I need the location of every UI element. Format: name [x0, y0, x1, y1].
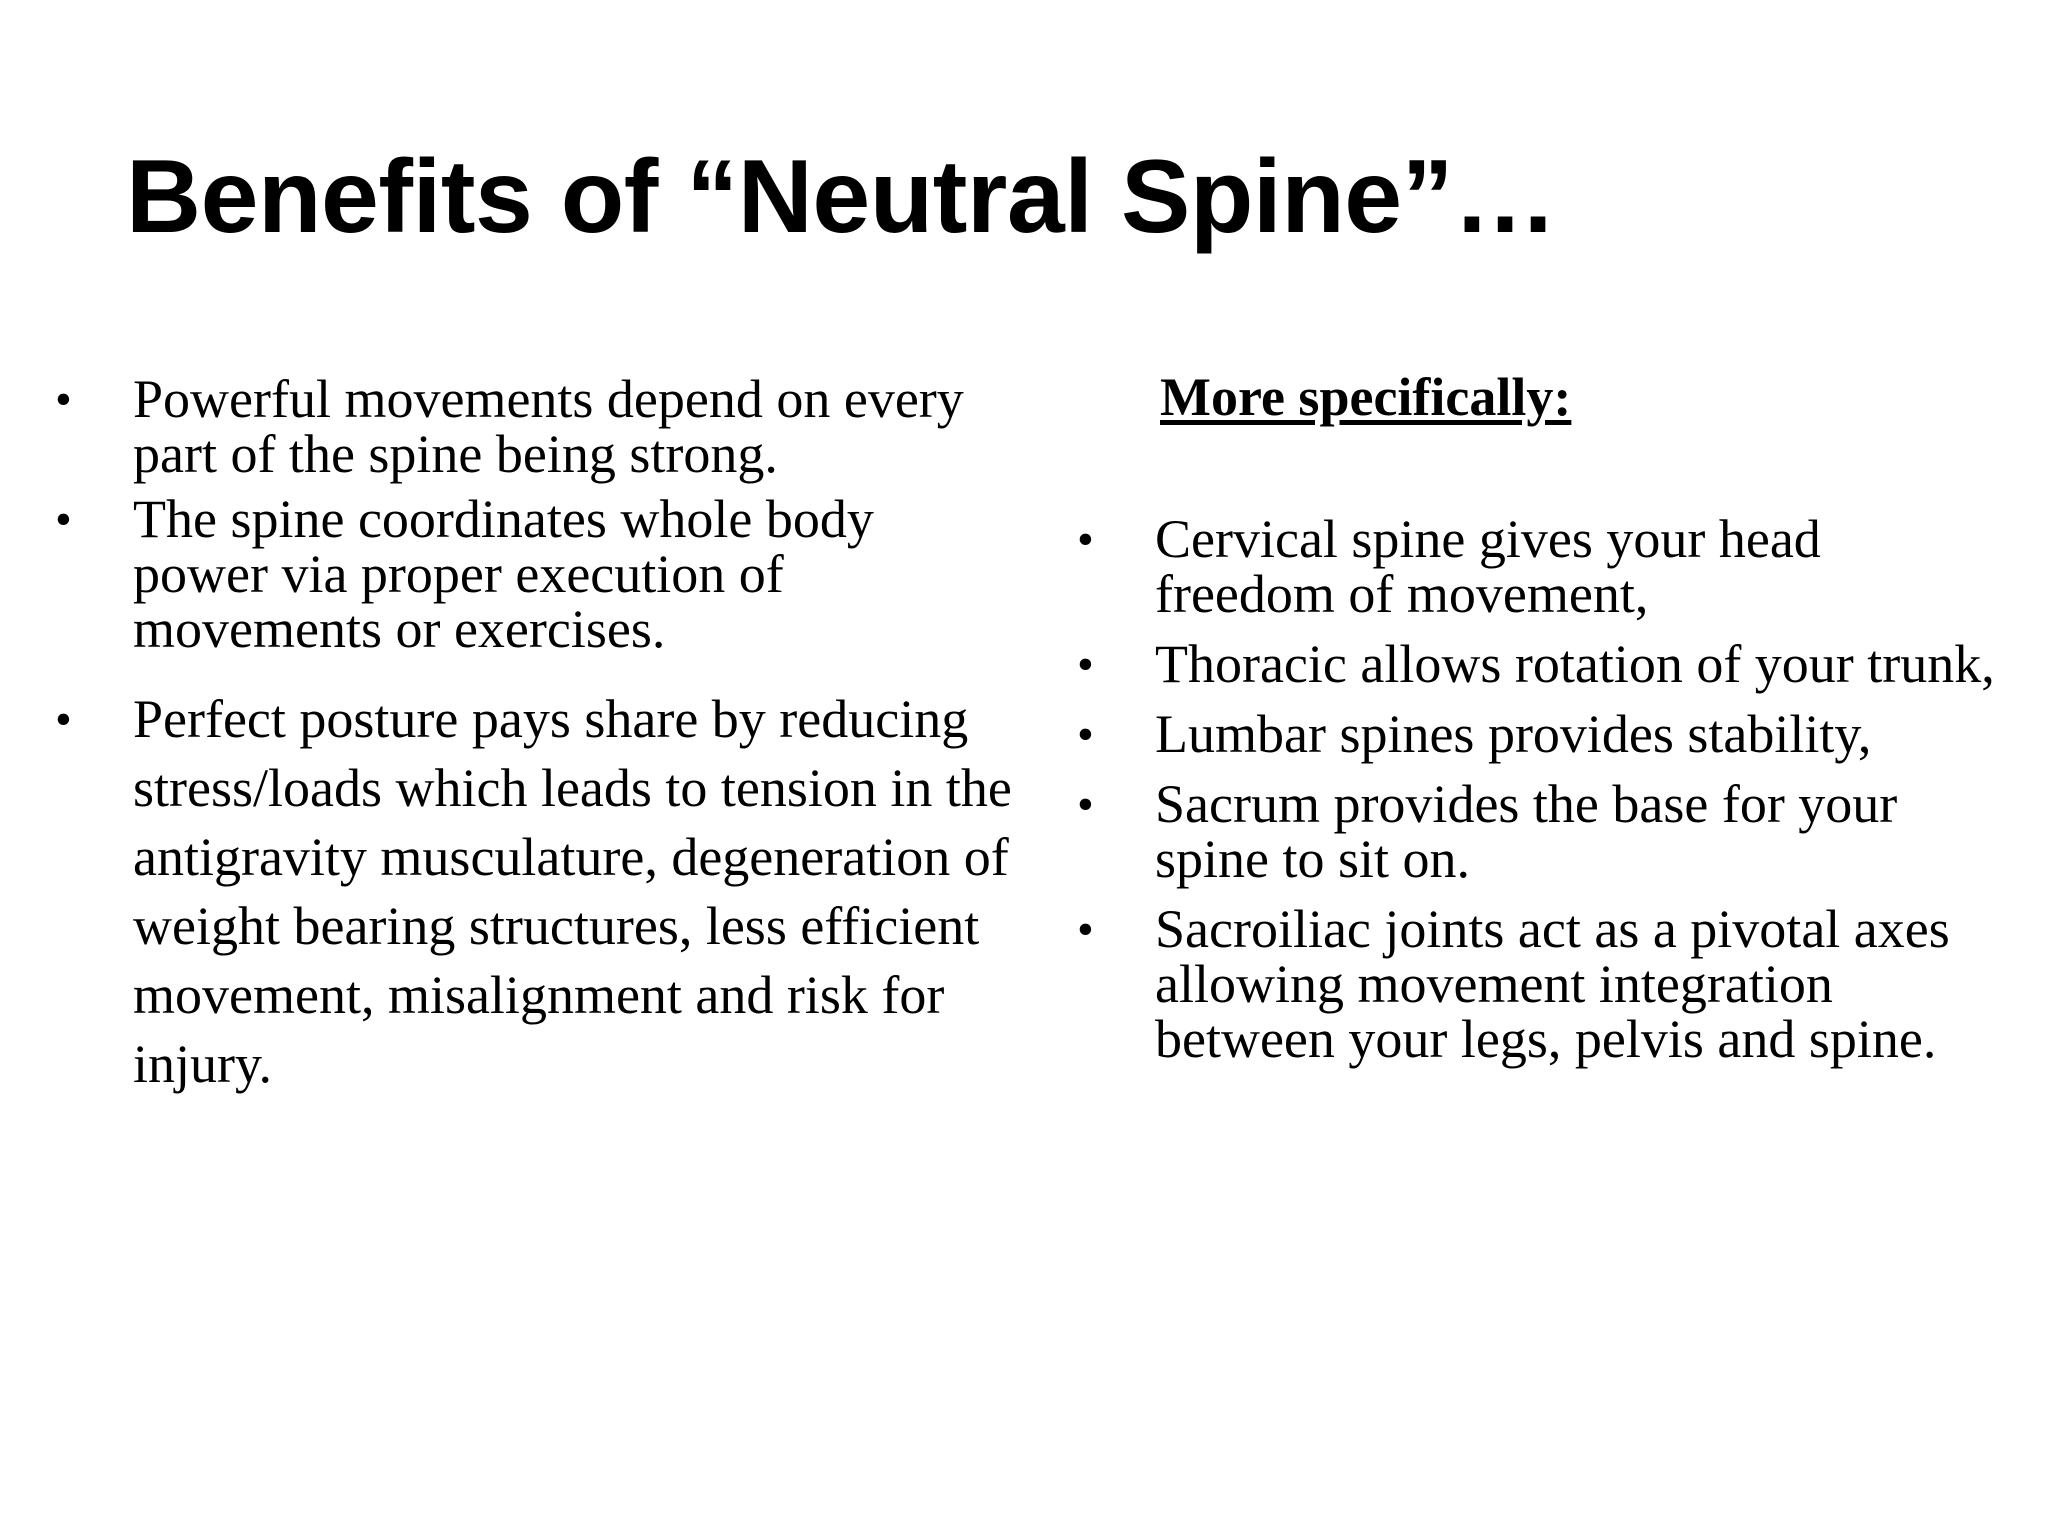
- list-item-text: Sacroiliac joints act as a pivotal axes allowing movement integration between your legs, pelvis and spine.: [1155, 899, 1950, 1069]
- list-item-text: Perfect posture pays share by reducing stress/loads which leads to tension in the antigravity musculature, degeneration of weight bearing structures, less efficient movement, misalignment and risk for injury.: [133, 689, 1012, 1094]
- list-item-text: Lumbar spines provides stability,: [1155, 704, 1872, 764]
- bullet-icon: •: [1077, 778, 1094, 831]
- list-item: [1077, 634, 1997, 694]
- bullet-icon: •: [55, 493, 72, 546]
- bullet-icon: •: [1077, 513, 1094, 566]
- section-heading: More specifically:: [1160, 367, 1572, 427]
- left-bullet-list: [55, 369, 1015, 1099]
- bullet-icon: •: [1077, 903, 1094, 956]
- slide-title: Benefits of “Neutral Spine”…: [126, 139, 1557, 255]
- list-item: [1077, 774, 1997, 889]
- list-item-text: The spine coordinates whole body power via proper execution of movements or exercises.: [133, 489, 874, 659]
- list-item-text: Powerful movements depend on every part of the spine being strong.: [133, 369, 964, 484]
- bullet-icon: •: [1077, 638, 1094, 691]
- list-item-text: Cervical spine gives your head freedom of movement,: [1155, 509, 1821, 624]
- list-item: [1077, 899, 1997, 1069]
- list-item: [55, 369, 1015, 484]
- list-item: [55, 489, 1015, 659]
- list-item: [55, 685, 1015, 1099]
- list-item-text: Sacrum provides the base for your spine to sit on.: [1155, 774, 1898, 889]
- list-item: [1077, 704, 1997, 764]
- list-item-text: Thoracic allows rotation of your trunk,: [1155, 634, 1995, 694]
- bullet-icon: •: [55, 693, 72, 746]
- bullet-icon: •: [1077, 708, 1094, 761]
- bullet-icon: •: [55, 373, 72, 426]
- list-item: [1077, 509, 1997, 624]
- right-bullet-list: [1077, 509, 1997, 1069]
